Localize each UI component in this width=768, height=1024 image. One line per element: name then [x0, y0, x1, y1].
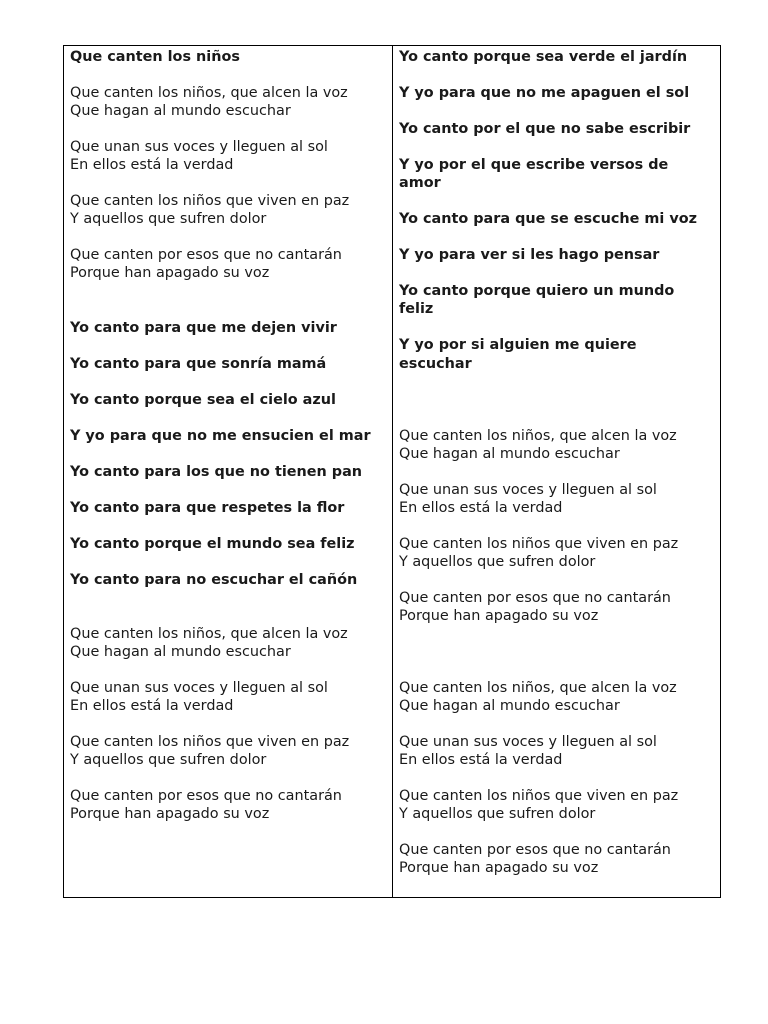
lyric-line: Que unan sus voces y lleguen al sol: [399, 481, 657, 498]
lyric-line: Yo canto porque el mundo sea feliz: [70, 535, 355, 552]
left-column: [64, 46, 393, 897]
lyric-line: Porque han apagado su voz: [399, 860, 599, 877]
lyric-line: Que unan sus voces y lleguen al sol: [70, 139, 328, 156]
lyric-line: Y yo para ver si les hago pensar: [399, 247, 660, 264]
right-column: [393, 46, 720, 897]
lyric-line: Yo canto por el que no sabe escribir: [399, 121, 691, 137]
left-chorus-1: [70, 84, 386, 282]
lyric-line: Yo canto porque quiero un mundo feliz: [399, 283, 675, 318]
lyric-line: Y yo por el que escribe versos de amor: [399, 157, 669, 192]
right-verse: [399, 48, 714, 373]
lyric-line: Que canten por esos que no cantarán: [70, 787, 342, 804]
left-verse: [70, 319, 386, 589]
lyric-line: En ellos está la verdad: [70, 157, 234, 174]
lyric-line: En ellos está la verdad: [399, 500, 563, 517]
lyric-line: Que canten los niños que viven en paz: [399, 788, 679, 805]
lyric-line: Que canten los niños que viven en paz: [70, 733, 350, 750]
lyrics-table: [63, 45, 721, 898]
left-chorus-2: [70, 625, 386, 823]
lyric-line: Que unan sus voces y lleguen al sol: [399, 734, 657, 751]
lyric-line: Yo canto para que me dejen vivir: [70, 319, 337, 336]
lyric-line: Yo canto porque sea verde el jardín: [399, 49, 688, 65]
lyric-line: Que canten los niños que viven en paz: [399, 535, 679, 552]
lyric-line: Que unan sus voces y lleguen al sol: [70, 679, 328, 696]
lyric-line: Y yo para que no me apaguen el sol: [399, 85, 690, 101]
lyric-line: Que hagan al mundo escuchar: [399, 698, 620, 715]
lyric-line: Que canten por esos que no cantarán: [399, 842, 671, 859]
lyric-line: Y yo para que no me ensucien el mar: [70, 427, 371, 444]
lyric-line: Porque han apagado su voz: [70, 806, 270, 823]
lyric-line: Yo canto para que sonría mamá: [70, 355, 327, 372]
lyric-line: Que canten los niños, que alcen la voz: [70, 85, 348, 102]
lyric-line: Yo canto porque sea el cielo azul: [70, 391, 336, 408]
lyric-line: Que hagan al mundo escuchar: [399, 446, 620, 463]
lyric-line: Que canten por esos que no cantarán: [399, 589, 671, 606]
lyric-line: Yo canto para no escuchar el cañón: [70, 571, 358, 588]
right-chorus-2: [399, 679, 714, 877]
lyric-line: Que hagan al mundo escuchar: [70, 103, 291, 120]
song-title: Que canten los niños: [70, 49, 240, 65]
lyric-line: Y aquellos que sufren dolor: [399, 554, 596, 571]
lyric-line: Que canten los niños, que alcen la voz: [70, 625, 348, 642]
lyric-line: Y aquellos que sufren dolor: [399, 806, 596, 823]
lyric-line: Y yo por si alguien me quiere escuchar: [399, 337, 637, 372]
lyric-line: Que canten los niños que viven en paz: [70, 193, 350, 210]
lyric-line: Que canten los niños, que alcen la voz: [399, 427, 677, 444]
lyric-line: Que canten por esos que no cantarán: [70, 247, 342, 264]
lyric-line: Yo canto para los que no tienen pan: [70, 463, 363, 480]
lyric-line: En ellos está la verdad: [70, 698, 234, 715]
right-chorus-1: [399, 427, 714, 625]
lyric-line: Y aquellos que sufren dolor: [70, 752, 267, 769]
lyric-line: Yo canto para que respetes la flor: [70, 499, 345, 516]
lyric-line: Que hagan al mundo escuchar: [70, 644, 291, 661]
lyric-line: Porque han apagado su voz: [399, 608, 599, 625]
lyric-line: Que canten los niños, que alcen la voz: [399, 680, 677, 697]
lyric-line: En ellos está la verdad: [399, 752, 563, 769]
lyric-line: Y aquellos que sufren dolor: [70, 211, 267, 228]
lyric-line: Porque han apagado su voz: [70, 265, 270, 282]
lyric-line: Yo canto para que se escuche mi voz: [399, 211, 697, 228]
